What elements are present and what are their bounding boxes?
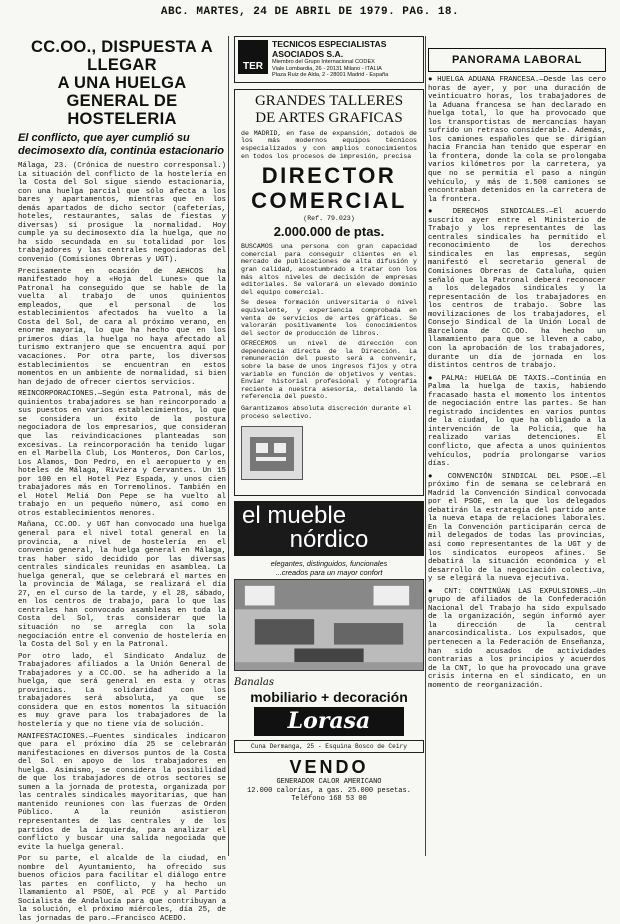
job-reference: (Ref. 79.023) — [303, 215, 355, 223]
ads-column — [234, 36, 424, 856]
job-ad — [234, 89, 424, 496]
section-title: PANORAMA LABORAL — [428, 48, 606, 72]
news-item-text: CONVENCIÓN SINDICAL DEL PSOE.—El próximo fin de semana se celebrará en Madrid la Convención Sindical convocada por el PSOE, en la que los delegados debatirán la estrategia del partido ante la nueva etapa de relaciones laborales. En la Convención participarán cerca de mil delegados de todas las provincias, así como representantes de la UGT y de los sindicatos europeos afines. Se debatirá la situación económica y el desarrollo de la negociación colectiva, y se elegirá la nueva ejecutiva. — [428, 472, 606, 584]
ter-line: Miembro del Grupo Internacional CODEX — [272, 59, 375, 65]
furniture-ad-banner — [234, 501, 424, 556]
tagline-line: elegantes, distinguidos, funcionales — [270, 559, 388, 569]
news-item — [428, 375, 606, 469]
news-item — [428, 76, 606, 204]
article-paragraph: Por su parte, el alcalde de la ciudad, en nombre del Ayuntamiento, ha ofrecido sus buenos oficios para facilitar el diálogo entre las partes en conflicto, y ha hecho un llamamiento al PSOE, al PCE y al Partido Socialista de Andalucía para que contribuyan a la solución, el próximo miércoles, día 25, de las jornadas de paro.—Francisco ACEDO. — [18, 855, 226, 924]
classified-line: 12.000 calorías, a gas. 25.000 pesetas. — [247, 786, 411, 795]
job-ad-guarantee: Garantizamos absoluta discreción durante el proceso selectivo. — [241, 405, 412, 420]
news-item-text: DERECHOS SINDICALES.—El acuerdo suscrito ayer entre el Ministerio de Trabajo y los representantes de las centrales sindicales ha permitido el reconocimiento de los derechos sindicales en las empresas, según manifestó el secretario general de Comisiones Obreras de Cataluña, quien señaló que la Patronal deberá reconocer a los delegados sindicales y la representación de los trabajadores en los centros de trabajo. Sobre las movilizaciones de los trabajadores, el Consejo Sindical de la Unión Local de Barcelona de CC.OO. ha hecho un llamamiento para que se lleven a cabo, con la aprobación de los trabajadores, durante un día de jornada en los distintos centros de trabajo. — [428, 208, 606, 371]
column-rule — [425, 36, 426, 856]
main-article — [18, 36, 226, 924]
furniture-tagline — [234, 559, 424, 577]
headline-line: GRANDES TALLERES — [254, 92, 404, 109]
bullet-icon: ● — [428, 587, 445, 596]
news-item-text: HUELGA ADUANA FRANCESA.—Desde las cero horas de ayer, y por una duración de veinticuatro horas, los trabajadores de la Aduana francesa se han declarado en huelga total, lo que ha provocado que los transportistas de mercancías hayan sufrido un retraso considerable. Además, los camiones españoles que se dirigían hacia Francia han tenido que esperar en la frontera, donde la cola se prolongaba varios kilómetros por la carretera, ya que no se permitía el paso a ningún vehículo, y más de 1.500 camiones se encontraban detenidos en la carretera de la frontera. — [428, 76, 606, 204]
furniture-ad-subtitle: mobiliario + decoración — [250, 689, 408, 706]
bullet-icon: ● — [428, 208, 453, 217]
news-item — [428, 208, 606, 370]
article-paragraph: Por otro lado, el Sindicato Andaluz de Trabajadores afiliados a la Unión General de Trabajadores y a CC.OO. se ha adherido a la huelga, que será general en esta y otras provincias. La solidaridad con los trabajadores será absoluta, ya que se considera que en estos momentos la situación es muy grave para los trabajadores de la hostelería y que no tiene vía de solución. — [18, 652, 226, 729]
headline-line: DE ARTES GRAFICAS — [255, 109, 403, 126]
classified-headline: VENDO — [289, 757, 369, 778]
job-ad-paragraph: BUSCAMOS una persona con gran capacidad comercial para conseguir clientes en el mercado de publicaciones de alta difusión y gran calidad, acostumbrado a tratar con los más altos niveles de decisión de empresas editoriales. Se valorará un elevado dominio del equipo comercial. — [241, 243, 417, 296]
article-paragraph: Málaga, 23. (Crónica de nuestro corresponsal.) La situación del conflicto de la hostelería en la Costa del Sol sigue siendo estacionaria, con una huelga parcial que sólo afecta a los bares y apartamentos, mientras que en los demás apartados de dicho sector (cafeterías, hoteles, restaurantes, salas de fiestas y diversas) sí prosigue la normalidad. Hoy cumple ya su decimosexto día la huelga, que no ha sido secundada en su totalidad por los trabajadores y las centrales negociadoras del convenio (Comisiones Obreras y UGT). — [18, 162, 226, 265]
job-title — [241, 163, 417, 213]
store-address: Cuna Dermanga, 25 - Esquina Bosco de Ceiry — [234, 740, 424, 753]
headline-line: HOSTELERIA — [67, 110, 177, 128]
ter-logo: TER — [238, 40, 268, 74]
article-paragraph: Precisamente en ocasión de AEHCOS ha manifestado hoy a «Hoja del Lunes» que la Patronal ha conseguido que se hable de la vuelta al trabajo de unos quinientos empleados, que el personal de los establecimientos afectados ha vuelto a la Costa del Sol, de cara al próximo verano, en enorme mayoría, lo que ha hecho que en los primeros días la huelga no haya afectado al turismo extranjero que se encuentra aquí por vacaciones. Por otra parte, los diversos establecimientos se encuentran en estos momentos en un ambiente de normalidad, si bien han dejado de ofrecer ciertos servicios. — [18, 267, 226, 387]
bullet-icon: ● — [428, 472, 448, 481]
room-photo — [234, 579, 424, 671]
tagline-line: ...creados para un mayor confort — [275, 568, 383, 578]
news-item-text: CNT: CONTINÚAN LAS EXPULSIONES.—Un grupo de afiliados de la Confederación Nacional del Trabajo ha sido expulsado de la organización, según informó ayer la dirección de la central anarcosindicalista. Los expulsados, que pertenecen a la Federación de Enseñanza, han sido acusados de actividades contrarias a los principios y acuerdos de la CNT, lo que ha provocado una grave crisis interna en el sindicato, en un momento de reorganización. — [428, 587, 606, 690]
page-header: ABC. MARTES, 24 DE ABRIL DE 1979. PAG. 18. — [160, 6, 460, 18]
job-ad-headline — [241, 93, 417, 127]
ter-line: Plaza Ruiz de Alda, 2 - 28001 Madrid - España — [272, 72, 389, 79]
ter-heading: TECNICOS ESPECIALISTAS — [272, 39, 387, 49]
news-item — [428, 473, 606, 584]
classified-line: GENERADOR CALOR AMERICANO — [276, 778, 382, 787]
job-ad-paragraph: Se desea formación universitaria o nivel equivalente, y experiencia comprobada en venta de servicios de artes gráficas. Se valorarán positivamente los conocimientos del sector de producción de libros. — [241, 299, 417, 337]
headline-line: A UNA HUELGA GENERAL DE — [57, 74, 187, 110]
store-wordmark: Lorasa — [254, 707, 404, 736]
article-paragraph: MANIFESTACIONES.—Fuentes sindicales indicaron que para el próximo día 25 se celebrarán manifestaciones en diversos puntos de la Costa del Sol en apoyo de los trabajadores en huelga. Asimismo, se considera la posibilidad de que los trabajadores de otros sectores se sumen a la jornada de protesta, organizada por las centrales sindicales mayoritarias, que han mantenido reuniones con las fuerzas de Orden Público. A la reunión asistieron representantes de las centrales y de los partidos de la izquierda, para analizar el conflicto y buscar una salida negociada que evite la huelga general. — [18, 732, 226, 852]
labor-panorama-column — [428, 36, 606, 856]
job-ad-intro: de MADRID, en fase de expansión, dotados de los más modernos equipos técnicos especializados y con amplios conocimientos en todos los procesos de impresión, precisa — [241, 129, 417, 160]
job-ad-paragraph: OFRECEMOS un nivel de dirección con dependencia directa de la Dirección. La remuneración del puesto será a convenir, sobre la base de unos ingresos fijos y otra variable en función de objetivos y ventas. Enviar historial profesional y fotografía reciente a nuestra asesoría, detallando la referencia del puesto. — [241, 340, 417, 401]
company-logo-image — [241, 426, 303, 480]
ter-heading: ASOCIADOS S.A. — [272, 48, 344, 59]
article-paragraph: Mañana, CC.OO. y UGT han convocado una huelga general para el nivel total general en la provincia, a nivel de hostelería en el convenio general, la huelga general en Málaga, tras haber sido decidido por las diversas centrales sindicales reunidas en asamblea. La huelga general, que se celebrará el martes en la provincia de Málaga, se realizará el día 27, en el curso de la tarde, y el 28, sábado, en los centros de trabajo, para lo que las centrales han convocado asambleas en toda la Costa del Sol, tras considerar que la situación no se arregla con la sola negociación entre el convenio de hostelería en la Costa del Sol y en la Patronal. — [18, 521, 226, 650]
bullet-icon: ● — [428, 374, 442, 383]
job-title-line: DIRECTOR — [261, 163, 397, 189]
banner-line: el mueble — [242, 502, 347, 530]
article-paragraph: REINCORPORACIONES.—Según esta Patronal, más de quinientos trabajadores se han reincorporado a sus puestos en varios establecimientos, lo que se considera un éxito de la postura negociadora de los empresarios, que consideran que las reivindicaciones planteadas son excesivas. La reincorporación ha tenido lugar en el Marbella Club, Los Monteros, Don Carlos, Los Alamos, Don Pedro, en el aeropuerto y en hoteles de Málaga, Riviera y Cervantes. Un 15 por 100 en el Hotel Pez Espada, y unos cien trabajadores más en Torremolinos. También en el Hotel Meliá Don Pepe se ha vuelto al trabajo en un pequeño número, así como en otros establecimientos menores. — [18, 390, 226, 518]
news-item — [428, 588, 606, 691]
job-salary: 2.000.000 de ptas. — [273, 224, 385, 240]
job-title-line: COMERCIAL — [251, 188, 407, 214]
headline-line: CC.OO., DISPUESTA A LLEGAR — [30, 38, 214, 74]
article-subtitle: El conflicto, que ayer cumplió su decimosexto día, continúa estacionario — [18, 132, 224, 157]
banner-line: nórdico — [289, 526, 369, 554]
classified-line: Teléfono 168 53 00 — [291, 795, 367, 804]
column-rule — [228, 36, 229, 856]
article-headline — [18, 38, 226, 128]
designer-signature: Banalas — [234, 677, 275, 689]
ter-ad — [234, 36, 424, 83]
news-item-text: PALMA: HUELGA DE TAXIS.—Continúa en Palma la huelga de taxis, habiendo fracasado hasta el momento los intentos de negociación entre las partes. Se han registrado incidentes en varios puntos de la ciudad, lo que ha obligado a la intervención de la Policía, que ha realizado varias detenciones. El conflicto, que afecta a unos quinientos vehículos, podría prolongarse varios días. — [428, 374, 607, 469]
ter-line: Viale Lombardia, 26 - 20131 Milano - ITALIA — [272, 65, 382, 72]
bullet-icon: ● — [428, 76, 438, 84]
